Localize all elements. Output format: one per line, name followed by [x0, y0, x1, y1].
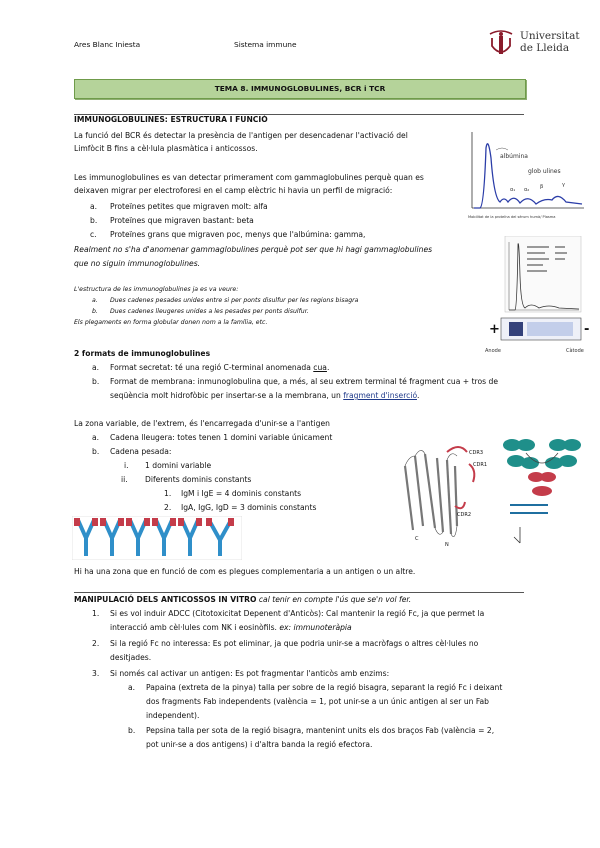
gel-anode-plus: + — [489, 322, 500, 337]
manip-marker-3: 3. — [92, 669, 100, 678]
migration-list-item-a: Proteïnes petites que migraven molt: alfa — [110, 202, 268, 211]
migration-list-item-c: Proteïnes grans que migraven poc, menys que l'albúmina: gamma, — [110, 230, 366, 239]
gel-cathode-label: Càtode — [566, 348, 584, 354]
structure-item-a: Dues cadenes pesades unides entre si per ponts disulfur per les regions bisagra — [110, 297, 359, 304]
antigen-complementarity-text: Hi ha una zona que en funció de com es plegues complementaria a un antigen o un altre. — [74, 567, 416, 576]
papain-line1: Papaina (extreta de la pinya) talla per sobre de la regió bisagra, separant la regió Fc i deixant — [146, 683, 503, 692]
format-marker-a: a. — [92, 363, 100, 372]
membrane-format-line1: Format de membrana: inmunoglobulina que, a més, al seu extrem terminal té fragment cua + tros de — [110, 377, 499, 386]
papain-line3: independent). — [146, 711, 200, 720]
cdr2-label: CDR2 — [457, 512, 471, 518]
insertion-fragment-term: fragment d'inserció — [343, 391, 417, 400]
tail-region-term: cua — [313, 363, 327, 372]
immunotherapy-example: ex: immunoteràpia — [279, 623, 352, 632]
gamma-label: γ — [562, 182, 565, 188]
light-chain-text: Cadena lleugera: totes tenen 1 domini variable únicament — [110, 433, 333, 442]
variable-zone-intro: La zona variable, de l'extrem, és l'encarregada d'unir-se a l'antigen — [74, 419, 330, 428]
structure-intro: L'estructura de les immunoglobulines ja es va veure: — [74, 286, 239, 293]
author-name: Ares Blanc Iniesta — [74, 40, 141, 49]
bcr-function-line1: La funció del BCR és detectar la presència de l'antigen per desencadenar l'activació del — [74, 131, 408, 140]
heavy-constant-domains: Diferents dominis constants — [145, 475, 252, 484]
antibody-domain-schematic-figure — [496, 433, 588, 545]
structure-marker-a: a. — [92, 297, 98, 304]
gammaglobulin-note-line1: Realment no s'ha d'anomenar gammaglobulines perquè pot ser que hi hagi gammaglobulines — [74, 245, 433, 254]
manip-marker-1: 1. — [92, 609, 100, 618]
gel-cathode-minus: - — [584, 322, 590, 337]
discovery-line2: deixaven migrar per electroforesi en el camp elèctric hi havia un perfil de migració: — [74, 186, 393, 195]
page-title: TEMA 8. IMMUNOGLOBULINES, BCR i TCR — [74, 79, 526, 99]
membrane-format-label: seqüència molt hidrofòbic per insertar-se a la membrana, un — [110, 391, 344, 400]
university-logo — [486, 30, 582, 60]
bcr-function-line2: Limfòcit B fins a cèl·lula plasmàtica i anticossos. — [74, 144, 258, 153]
electrophoresis-profile-figure — [466, 128, 588, 222]
fc-removal-line2: desitjades. — [110, 653, 152, 662]
heavy-marker-i: i. — [124, 461, 129, 470]
discovery-line1: Les immunoglobulines es van detectar primerament com gammaglobulines perquè quan es — [74, 173, 424, 182]
enzyme-marker-b: b. — [128, 726, 136, 735]
alpha2-label: α₂ — [524, 187, 530, 193]
adcc-line1: Si es vol induir ADCC (Citotoxicitat Depenent d'Anticòs): Cal mantenir la regió Fc, ja que permet la — [110, 609, 485, 618]
in-vitro-manipulation-note: cal tenir en compte l'ús que se'n vol fer. — [256, 595, 412, 604]
electrophoresis-caption: Mobilitat de la proteïna del sèrum humà/ Plasma — [468, 215, 556, 219]
albumin-label: albúmina — [500, 153, 528, 160]
structure-item-b: Dues cadenes lleugeres unides a les pesades per ponts disulfur. — [110, 308, 309, 315]
electrophoresis-gel-figure — [479, 236, 594, 358]
secreted-format-text — [110, 362, 329, 374]
structure-end: Els plegaments en forma globular donen nom a la família, etc. — [74, 319, 268, 326]
enzyme-marker-a: a. — [128, 683, 136, 692]
fc-removal-line1: Si la regió Fc no interessa: Es pot eliminar, ja que podria unir-se a macròfags o altres cèl·lules no — [110, 639, 479, 648]
adcc-cells-text: interacció amb cèl·lules com NK i eosinòfils. — [110, 623, 280, 632]
beta-label: β — [540, 184, 544, 190]
cdr1-label: CDR1 — [473, 462, 487, 468]
university-crest-icon — [486, 30, 516, 58]
globulins-label: glob ulines — [528, 168, 561, 175]
section4-heading — [74, 594, 411, 606]
migration-list-marker-c: c. — [90, 230, 97, 239]
heavy-marker-ii: ii. — [121, 475, 128, 484]
migration-list-marker-b: b. — [90, 216, 98, 225]
migration-list-marker-a: a. — [90, 202, 98, 211]
igm-ige-domains: IgM i IgE = 4 dominis constants — [181, 489, 302, 498]
antibody-isotypes-figure — [72, 516, 242, 560]
iga-igg-igd-domains: IgA, IgG, IgD = 3 dominis constants — [181, 503, 317, 512]
manip-marker-2: 2. — [92, 639, 100, 648]
structure-marker-b: b. — [92, 308, 98, 315]
n-terminus-label: N — [445, 542, 449, 548]
alpha1-label: α₁ — [510, 187, 516, 193]
enzyme-fragmentation-text: Si només cal activar un antigen: Es pot fragmentar l'anticòs amb enzims: — [110, 669, 390, 678]
university-name-line2: de Lleida — [520, 42, 570, 54]
cdr3-label: CDR3 — [469, 450, 483, 456]
section1-heading: IMMUNOGLOBULINES: ESTRUCTURA I FUNCIÓ — [74, 115, 268, 124]
secreted-format-end: . — [326, 363, 330, 372]
pepsin-line2: pot unir-se a dos antigens) i d'altra banda la regió efectora. — [146, 740, 373, 749]
c-terminus-label: C — [415, 536, 419, 542]
membrane-format-end: . — [416, 391, 420, 400]
pepsin-line1: Pepsina talla per sota de la regió bisagra, mantenint units els dos braços Fab (valència = 2, — [146, 726, 495, 735]
in-vitro-manipulation-heading: MANIPULACIÓ DELS ANTICOSSOS IN VITRO — [74, 595, 257, 604]
papain-line2: dos fragments Fab independents (valència = 1, pot unir-se a un únic antigen al ser un Fab — [146, 697, 489, 706]
chain-marker-b: b. — [92, 447, 100, 456]
format-marker-b: b. — [92, 377, 100, 386]
document-subject: Sistema immune — [234, 40, 297, 49]
heavy-chain-text: Cadena pesada: — [110, 447, 172, 456]
secreted-format-label: Format secretat: té una regió C-terminal anomenada — [110, 363, 314, 372]
university-name-line1: Universitat — [520, 30, 580, 42]
gammaglobulin-note-line2: que no siguin immunoglobulines. — [74, 259, 201, 268]
constant-marker-1: 1. — [164, 489, 172, 498]
migration-list-item-b: Proteïnes que migraven bastant: beta — [110, 216, 254, 225]
chain-marker-a: a. — [92, 433, 100, 442]
membrane-format-line2 — [110, 390, 419, 402]
adcc-line2 — [110, 622, 352, 634]
ig-domain-ribbon-figure — [385, 436, 495, 554]
constant-marker-2: 2. — [164, 503, 172, 512]
gel-anode-label: Anode — [485, 348, 501, 354]
heavy-variable-domain: 1 domini variable — [145, 461, 212, 470]
section2-heading: 2 formats de immunoglobulines — [74, 349, 211, 358]
